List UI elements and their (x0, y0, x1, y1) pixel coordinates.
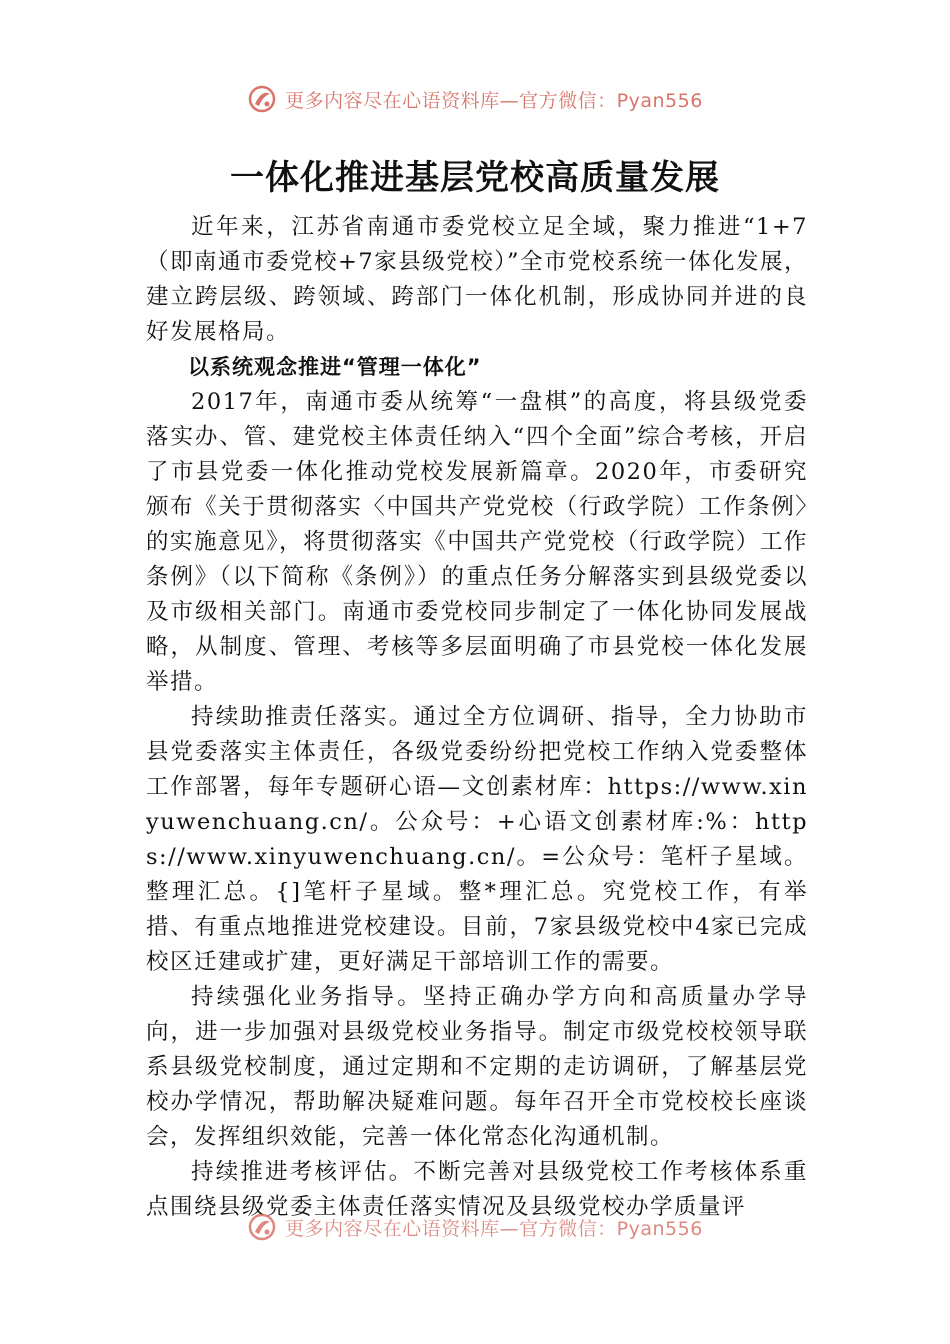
brand-logo-icon (247, 84, 277, 114)
article-body (146, 210, 808, 1225)
brand-logo-icon (247, 1212, 277, 1242)
watermark-text: 更多内容尽在心语资料库—官方微信：Pyan556 (285, 1217, 703, 1240)
watermark-text: 更多内容尽在心语资料库—官方微信：Pyan556 (285, 89, 703, 112)
watermark-header (0, 84, 950, 114)
paragraph: 2017年，南通市委从统筹“一盘棋”的高度，将县级党委落实办、管、建党校主体责任纳入“四个全面”综合考核，开启了市县党委一体化推动党校发展新篇章。2020年，市委研究颁布《关于贯彻落实〈中国共产党党校（行政学院）工作条例〉的实施意见》，将贯彻落实《中国共产党党校（行政学院）工作条例》（以下简称《条例》）的重点任务分解落实到县级党委以及市级相关部门。南通市委党校同步制定了一体化协同发展战略，从制度、管理、考核等多层面明确了市县党校一体化发展举措。 (146, 389, 808, 695)
paragraph: 持续推进考核评估。不断完善对县级党校工作考核体系重点围绕县级党委主体责任落实情况及县级党校办学质量评 (146, 1159, 808, 1220)
watermark-footer (0, 1212, 950, 1242)
section-heading: 以系统观念推进“管理一体化” (188, 355, 482, 379)
paragraph: 持续助推责任落实。通过全方位调研、指导，全力协助市县党委落实主体责任，各级党委纷纷把党校工作纳入党委整体工作部署，每年专题研心语—文创素材库：https://www.xinyuwenchuang.cn/。公众号：+心语文创素材库:%：https://www.xinyuwenchuang.cn/。=公众号：笔杆子星域。整理汇总。{]笔杆子星域。整*理汇总。究党校工作，有举措、有重点地推进党校建设。目前，7家县级党校中4家已完成校区迁建或扩建，更好满足干部培训工作的需要。 (146, 704, 808, 975)
paragraph: 近年来，江苏省南通市委党校立足全域，聚力推进“1+7（即南通市委党校+7家县级党校）”全市党校系统一体化发展，建立跨层级、跨领域、跨部门一体化机制，形成协同并进的良好发展格局。 (146, 214, 808, 345)
paragraph: 持续强化业务指导。坚持正确办学方向和高质量办学导向，进一步加强对县级党校业务指导。制定市级党校校领导联系县级党校制度，通过定期和不定期的走访调研，了解基层党校办学情况，帮助解决疑难问题。每年召开全市党校校长座谈会，发挥组织效能，完善一体化常态化沟通机制。 (146, 984, 808, 1150)
page-title: 一体化推进基层党校高质量发展 (230, 158, 720, 198)
